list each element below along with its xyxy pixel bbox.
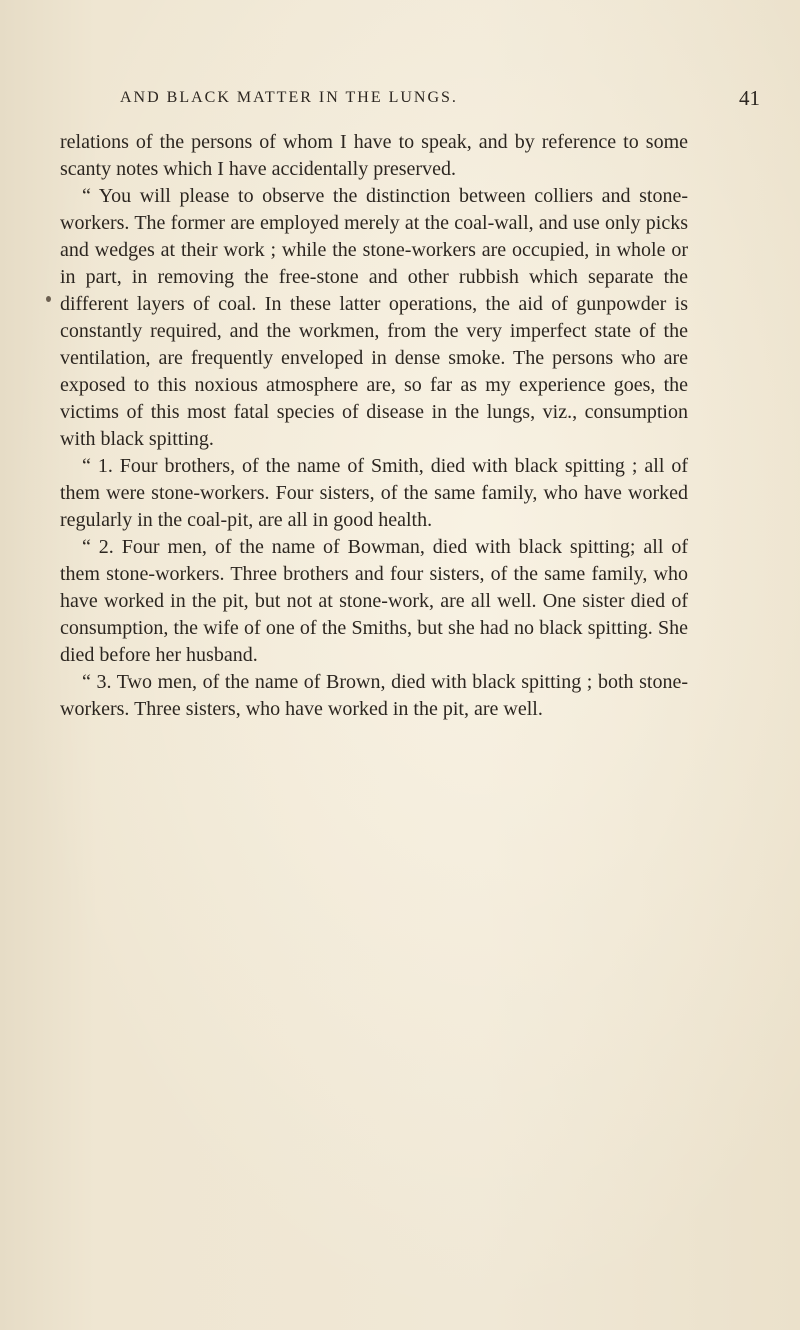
body-text: [60, 129, 688, 723]
page-number: 41: [739, 86, 760, 110]
running-title: AND BLACK MATTER IN THE LUNGS.: [120, 89, 458, 106]
print-speck: [46, 296, 51, 302]
paragraph-case-3-brown: “ 3. Two men, of the name of Brown, died with black spitting ; both stone-workers. Three sisters, who have worked in the pit, are well.: [60, 671, 688, 720]
paragraph-case-2-bowman: “ 2. Four men, of the name of Bowman, died with black spitting; all of them stone-workers. Three brothers and four sisters, of the same family, who have worked in the pit, but not at stone-work, are all well. One sister died of consumption, the wife of one of the Smiths, but she had no black spitting. She died before her husband.: [60, 536, 688, 666]
paragraph-case-1-smith: “ 1. Four brothers, of the name of Smith, died with black spitting ; all of them were stone-workers. Four sisters, of the same family, who have worked regularly in the coal-pit, are all in good health.: [60, 455, 688, 531]
paragraph-continuation: relations of the persons of whom I have to speak, and by reference to some scanty notes which I have accidentally preserved.: [60, 131, 688, 180]
running-head: [100, 86, 760, 115]
paragraph-colliers-stone-workers: “ You will please to observe the distinction between colliers and stone-workers. The former are employed merely at the coal-wall, and use only picks and wedges at their work ; while the stone-workers are occupied, in whole or in part, in removing the free-stone and other rubbish which separate the different layers of coal. In these latter operations, the aid of gunpowder is constantly required, and the workmen, from the very imperfect state of the ventilation, are frequently enveloped in dense smoke. The persons who are exposed to this noxious atmosphere are, so far as my experience goes, the victims of this most fatal species of disease in the lungs, viz., consumption with black spitting.: [60, 185, 688, 450]
